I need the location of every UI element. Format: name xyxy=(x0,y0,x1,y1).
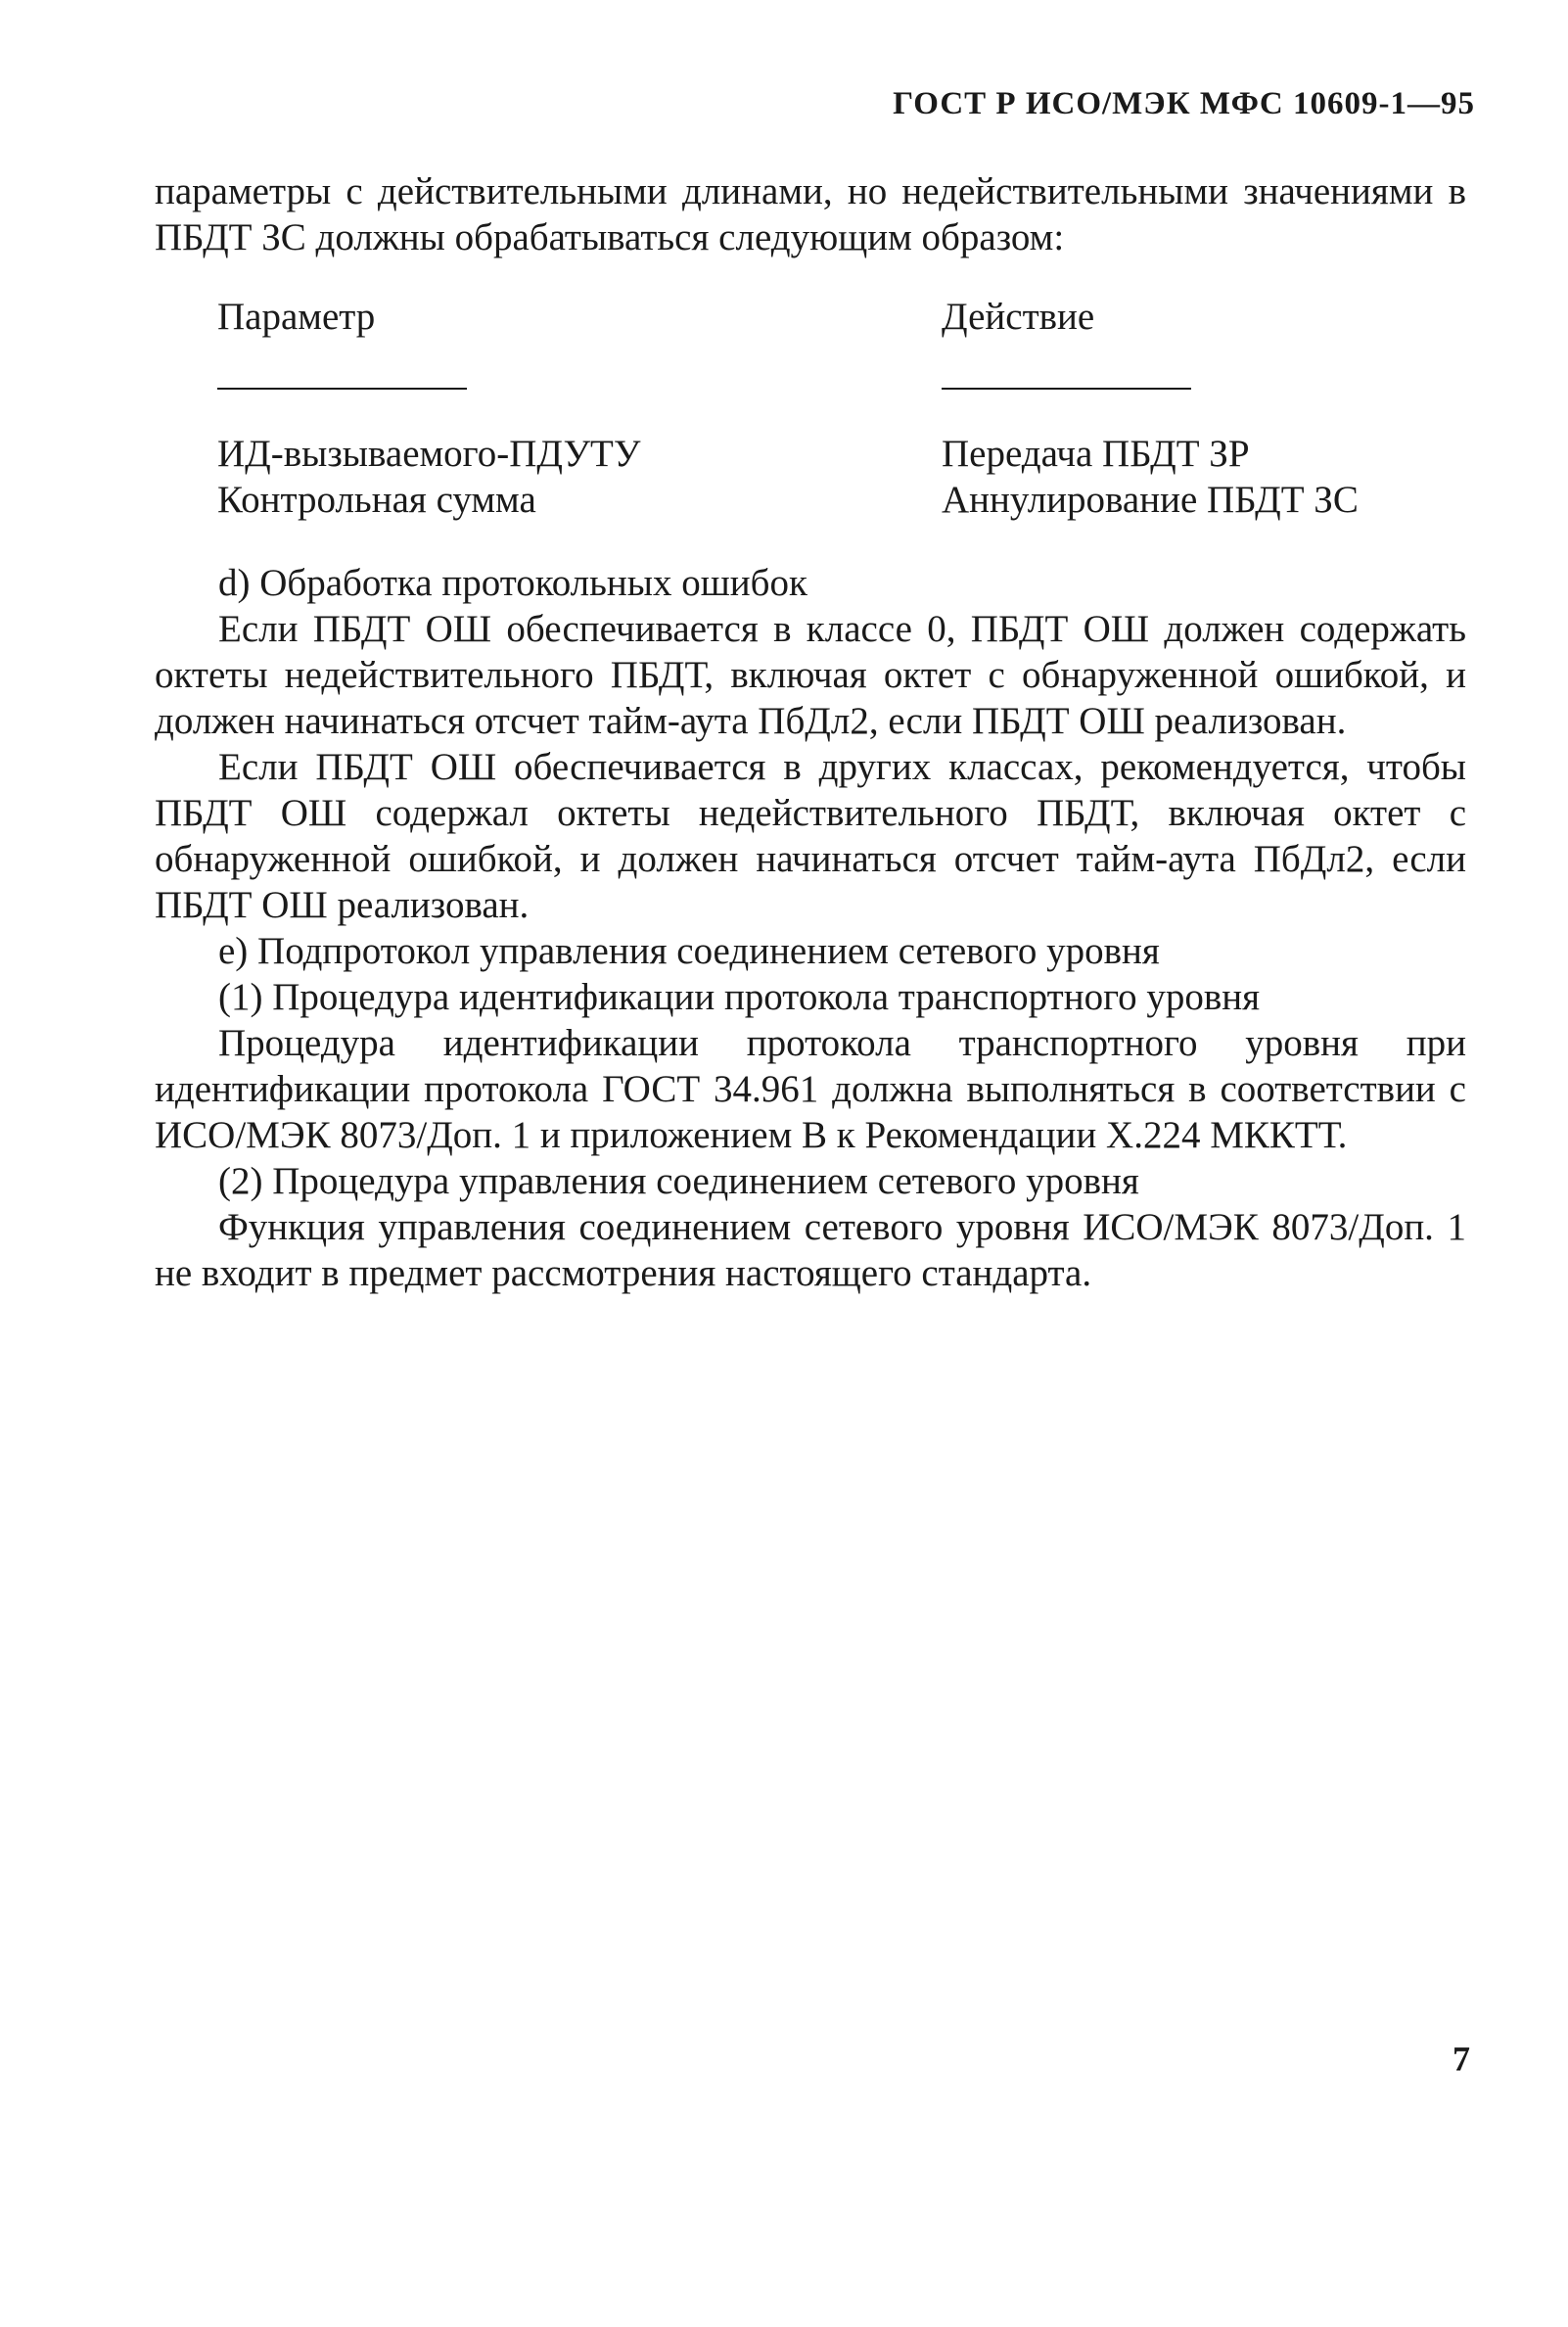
table-row-1-param: ИД-вызываемого-ПДУТУ xyxy=(217,433,641,475)
table-header-param: Параметр xyxy=(217,296,376,338)
main-text xyxy=(155,560,1466,1296)
page-number: 7 xyxy=(1453,2039,1470,2078)
paragraph-heading-d: d) Обработка протокольных ошибок xyxy=(218,562,807,604)
paragraph-heading-e1: (1) Процедура идентификации протокола транспортного уровня xyxy=(218,976,1261,1018)
paragraph-heading-e2: (2) Процедура управления соединением сетевого уровня xyxy=(218,1160,1139,1202)
paragraph-class-0: Если ПБДТ ОШ обеспечивается в классе 0, ПБДТ ОШ должен содержать октеты недействительного ПБДТ, включая октет с обнаруженной ошибкой, и должен начинаться отсчет тайм-аута ПбДл2, если ПБДТ ОШ реализован. xyxy=(155,608,1466,742)
table-row-2-action: Аннулирование ПБДТ ЗС xyxy=(942,479,1359,521)
header-underline-action xyxy=(942,388,1191,390)
table-row-2-param: Контрольная сумма xyxy=(217,479,536,521)
intro-text: параметры с действительными длинами, но недействительными значениями в ПБДТ ЗС должны обрабатываться следующим образом: xyxy=(155,170,1466,258)
paragraph-other-classes: Если ПБДТ ОШ обеспечивается в других классах, рекомендуется, чтобы ПБДТ ОШ содержал октеты недействительного ПБДТ, включая октет с обнаруженной ошибкой, и должен начинаться отсчет тайм-аута ПбДл2, если ПБДТ ОШ реализован. xyxy=(155,746,1466,926)
header-underline-param xyxy=(217,388,467,390)
running-header: ГОСТ Р ИСО/МЭК МФС 10609-1—95 xyxy=(893,86,1475,121)
table-row-1-action: Передача ПБДТ ЗР xyxy=(942,433,1250,475)
intro-paragraph xyxy=(155,168,1466,260)
table-header-action: Действие xyxy=(942,296,1095,338)
paragraph-connection-management: Функция управления соединением сетевого уровня ИСО/МЭК 8073/Доп. 1 не входит в предмет рассмотрения настоящего стандарта. xyxy=(155,1206,1466,1294)
paragraph-heading-e: e) Подпротокол управления соединением сетевого уровня xyxy=(218,930,1160,972)
paragraph-identification: Процедура идентификации протокола транспортного уровня при идентификации протокола ГОСТ 34.961 должна выполняться в соответствии с ИСО/МЭК 8073/Доп. 1 и приложением В к Рекомендации X.224 МККТТ. xyxy=(155,1022,1466,1156)
